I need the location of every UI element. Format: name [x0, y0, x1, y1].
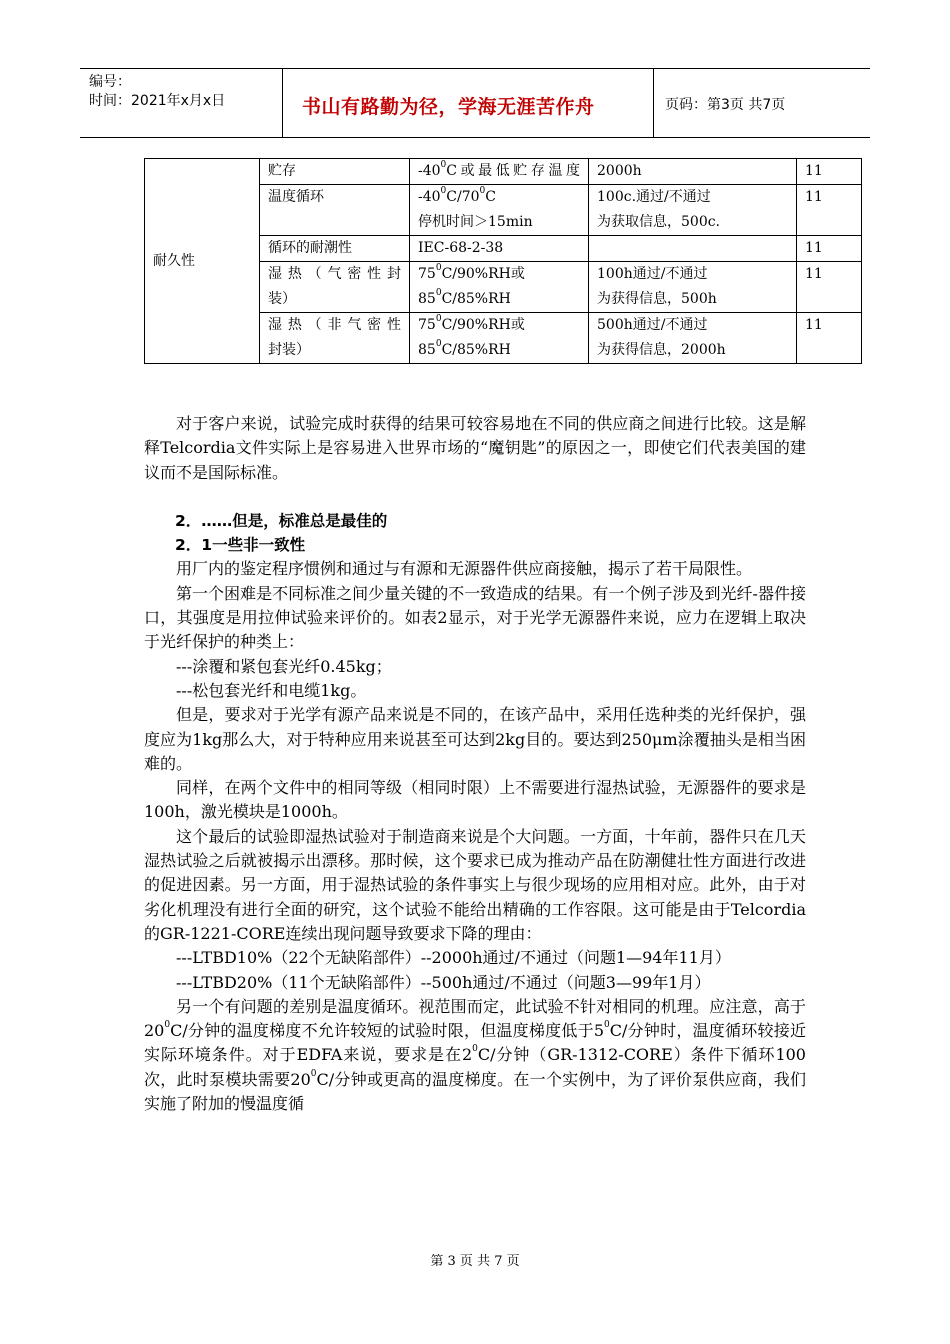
paragraph: 对于客户来说，试验完成时获得的结果可较容易地在不同的供应商之间进行比较。这是解释Telcordia文件实际上是容易进入世界市场的“魔钥匙”的原因之一，即使它们代表美国的建议而不是国际标准。 [144, 414, 806, 482]
condition-cell: IEC-68-2-38 [410, 236, 589, 262]
list-item: ---松包套光纤和电缆1kg。 [176, 680, 367, 700]
page-footer: 第 3 页 共 7 页 [430, 1254, 520, 1269]
test-cell: 温度循环 [260, 185, 410, 236]
reference-cell: 11 [797, 313, 862, 364]
test-cell: 贮存 [260, 159, 410, 185]
section-heading: 2．……但是，标准总是最佳的 [175, 511, 388, 530]
condition-cell: $-40^0C/70^0C$ 停机时间＞15min [410, 185, 589, 236]
requirement-cell: 500h通过/不通过 为获得信息，2000h [589, 313, 797, 364]
header-divider [653, 69, 654, 137]
requirement-cell [589, 236, 797, 262]
reference-cell: 11 [797, 185, 862, 236]
header-divider [282, 69, 283, 137]
reference-cell: 11 [797, 159, 862, 185]
table-row [145, 159, 862, 185]
paragraph: 这个最后的试验即湿热试验对于制造商来说是个大问题。一方面，十年前，器件只在几天湿热试验之后就被揭示出漂移。那时候，这个要求已成为推动产品在防潮健壮性方面进行改进的促进因素。另一方面，用于湿热试验的条件事实上与很少现场的应用相对应。此外，由于对劣化机理没有进行全面的研究，这个试验不能给出精确的工作容限。这可能是由于Telcordia的GR-1221-CORE连续出现问题导致要求下降的理由： [144, 826, 806, 943]
paragraph: 用厂内的鉴定程序惯例和通过与有源和无源器件供应商接触，揭示了若干局限性。 [176, 559, 753, 579]
requirement-cell: 100c.通过/不通过 为获取信息，500c. [589, 185, 797, 236]
condition-cell: $75^0C/90\%RH$或 $85^0C/85\%RH$ [410, 313, 589, 364]
condition-cell: $-40^0C$或最低贮存温度 [410, 159, 589, 185]
paragraph: 第一个困难是不同标准之间少量关键的不一致造成的结果。有一个例子涉及到光纤-器件接口，其强度是用拉伸试验来评价的。如表2显示，对于光学无源器件来说，应力在逻辑上取决于光纤保护的种类上： [144, 583, 806, 652]
page-header [80, 68, 870, 138]
header-motto: 书山有路勤为径，学海无涯苦作舟 [302, 96, 595, 118]
paragraph: 但是，要求对于光学有源产品来说是不同的，在该产品中，采用任选种类的光纤保护，强度应为1kg那么大，对于特种应用来说甚至可达到2kg目的。要达到250μm涂覆抽头是相当困难的。 [144, 705, 806, 773]
subsection-heading: 2．1一些非一致性 [175, 536, 306, 555]
requirement-cell: 100h通过/不通过 为获得信息，500h [589, 262, 797, 313]
time-label: 时间：2021年x月x日 [89, 93, 226, 109]
header-meta [89, 73, 225, 111]
header-page-number: 页码：第3页 共7页 [665, 97, 786, 113]
durability-table [144, 158, 862, 364]
paragraph: 另一个有问题的差别是温度循环。视范围而定，此试验不针对相同的机理。应注意，高于$20^0C/$分钟的温度梯度不允许较短的试验时限，但温度梯度低于$5^0C/$分钟时，温度循环较接近实际环境条件。对于EDFA来说，要求是在$2^0C/$分钟（GR-1312-CORE）条件下循环100次，此时泵模块需要$20^0C/$分钟或更高的温度梯度。在一个实例中，为了评价泵供应商，我们实施了附加的慢温度循 [144, 996, 806, 1114]
list-item: ---LTBD20%（11个无缺陷部件）--500h通过/不通过（问题3—99年1月） [176, 972, 711, 992]
category-cell: 耐久性 [145, 159, 260, 364]
reference-cell: 11 [797, 262, 862, 313]
list-item: ---LTBD10%（22个无缺陷部件）--2000h通过/不通过（问题1—94年11月） [176, 948, 731, 968]
body-text [144, 412, 806, 1116]
reference-cell: 11 [797, 236, 862, 262]
test-cell: 湿热（非气密性 封装） [260, 313, 410, 364]
test-cell: 湿热（气密性封 装） [260, 262, 410, 313]
test-cell: 循环的耐潮性 [260, 236, 410, 262]
list-item: ---涂覆和紧包套光纤0.45kg； [176, 656, 392, 676]
condition-cell: $75^0C/90\%RH$或 $85^0C/85\%RH$ [410, 262, 589, 313]
paragraph: 同样，在两个文件中的相同等级（相同时限）上不需要进行湿热试验，无源器件的要求是100h，激光模块是1000h。 [144, 778, 806, 822]
requirement-cell: 2000h [589, 159, 797, 185]
serial-label: 编号： [89, 74, 131, 90]
